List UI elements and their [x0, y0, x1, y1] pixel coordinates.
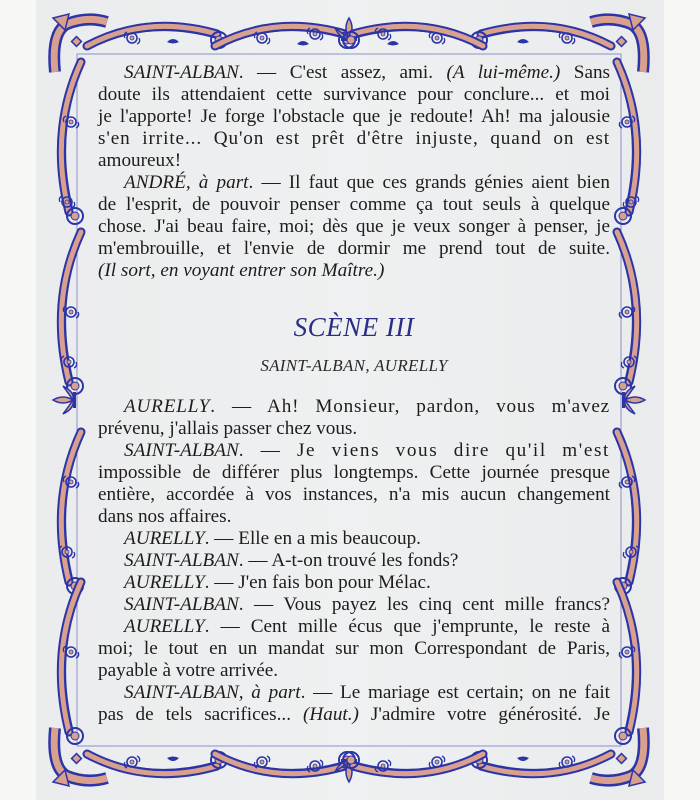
dialogue-line: pas de tels sacrifices... (Haut.) J'admire votre générosité. Je: [98, 704, 610, 725]
dialogue-line: s'en irrite... Qu'on est prêt d'être injuste, quand on est: [98, 128, 610, 149]
passage-1: [98, 62, 610, 282]
dialogue-line: AURELLY. — J'en fais bon pour Mélac.: [124, 572, 431, 593]
speaker-name: AURELLY: [124, 616, 205, 637]
speaker-name: SAINT-ALBAN: [124, 550, 239, 571]
stage-direction: (Haut.): [302, 704, 359, 725]
dialogue-line: m'embrouille, et l'envie de dormir me prend tout de suite.: [98, 238, 610, 259]
dialogue-line: SAINT-ALBAN. — Vous payez les cinq cent mille francs?: [124, 594, 610, 615]
dialogue-line: payable à votre arrivée.: [98, 660, 279, 681]
dialogue-line: je l'apporte! Je forge l'obstacle que je redoute! Ah! ma jalousie: [98, 106, 610, 127]
border-top: [87, 18, 611, 49]
dialogue-line: SAINT-ALBAN. — Je viens vous dire qu'il m'est: [124, 440, 610, 461]
scene-characters: SAINT-ALBAN, AURELLY: [260, 356, 448, 375]
dialogue-line: moi; le tout en un mandat sur mon Correspondant de Paris,: [98, 638, 610, 659]
dialogue-line: ANDRÉ, à part. — Il faut que ces grands génies aient bien: [124, 172, 610, 193]
dialogue-line: AURELLY. — Ah! Monsieur, pardon, vous m'avez: [124, 396, 610, 417]
stage-direction: (A lui-même.): [446, 62, 561, 83]
scene-title: SCÈNE III: [293, 312, 415, 342]
speaker-name: AURELLY: [124, 396, 211, 417]
speaker-name: AURELLY: [124, 572, 205, 593]
dialogue-line: AURELLY. — Cent mille écus que j'emprunte, le reste à: [124, 616, 610, 637]
dialogue-line: amoureux!: [98, 150, 182, 171]
speaker-name: SAINT-ALBAN: [124, 594, 239, 615]
dialogue-line: entière, accordée à vos instances, n'a mis aucun changement: [98, 484, 610, 505]
speaker-name: AURELLY: [124, 528, 205, 549]
dialogue-line: SAINT-ALBAN, à part. — Le mariage est certain; on ne fait: [124, 682, 610, 703]
dialogue-line: de l'esprit, de pouvoir penser comme ça tout seuls à quelque: [98, 194, 610, 215]
dialogue-line: prévenu, j'allais passer chez vous.: [98, 418, 358, 439]
dialogue-line: chose. J'ai beau faire, moi; dès que je veux songer à penser, je: [98, 216, 610, 237]
passage-2: [98, 396, 610, 726]
dialogue-line: SAINT-ALBAN. — A-t-on trouvé les fonds?: [124, 550, 459, 571]
dialogue-line: SAINT-ALBAN. — C'est assez, ami. (A lui-même.) Sans: [124, 62, 611, 83]
dialogue-line: AURELLY. — Elle en a mis beaucoup.: [124, 528, 421, 549]
border-left: [53, 62, 84, 744]
speaker-name: SAINT-ALBAN: [124, 62, 239, 83]
speaker-name: SAINT-ALBAN: [124, 682, 239, 703]
border-bottom: [87, 751, 611, 782]
speaker-name: SAINT-ALBAN: [124, 440, 239, 461]
stage-direction: (Il sort, en voyant entrer son Maître.): [98, 260, 385, 281]
dialogue-line: impossible de différer plus longtemps. Cette journée presque: [98, 462, 610, 483]
border-right: [614, 62, 645, 744]
dialogue-line: doute ils attendaient cette survivance pour conclure... et moi: [98, 84, 610, 105]
speaker-name: ANDRÉ: [124, 172, 186, 193]
dialogue-line: dans nos affaires.: [98, 506, 232, 527]
